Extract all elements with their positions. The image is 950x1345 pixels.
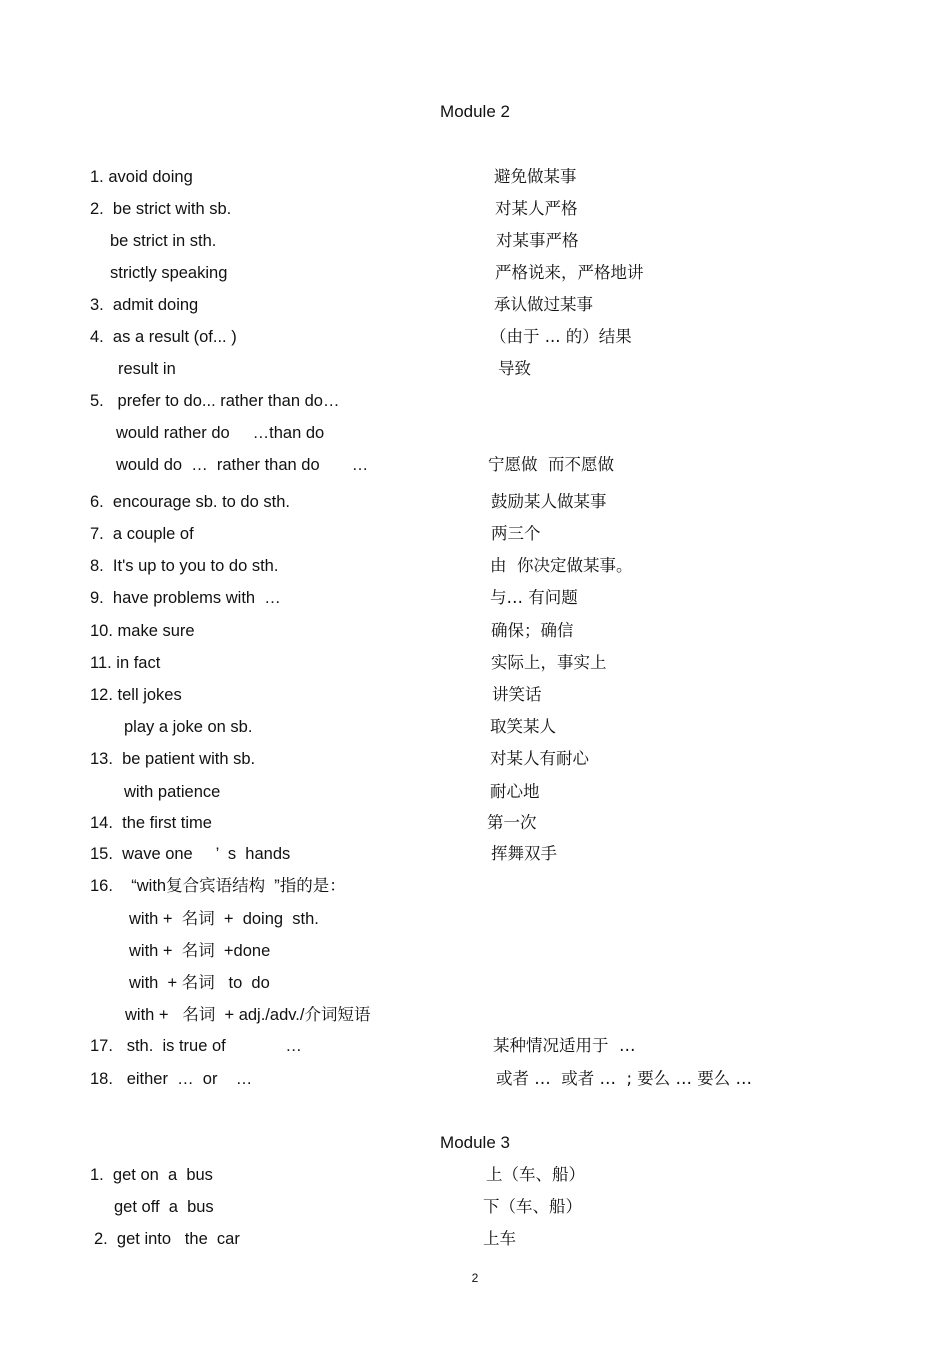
module-2-row — [0, 1004, 950, 1026]
english-phrase: get off a bus — [114, 1198, 214, 1216]
english-phrase: with + 名词 + doing sth. — [129, 910, 319, 928]
english-phrase: with patience — [124, 783, 221, 801]
english-phrase: 17. sth. is true of … — [90, 1037, 302, 1055]
page-number: 2 — [471, 1271, 479, 1285]
english-phrase: 15. wave one ’ s hands — [90, 845, 291, 863]
english-phrase: would do … rather than do … — [116, 456, 369, 474]
module-2-row — [0, 422, 950, 444]
english-phrase: 14. the first time — [90, 814, 212, 832]
module-2-row — [0, 684, 950, 706]
english-phrase: with + 名词 + adj./adv./介词短语 — [125, 1006, 371, 1024]
english-phrase: result in — [118, 360, 176, 378]
module-2-row — [0, 491, 950, 513]
module-2-row — [0, 454, 950, 476]
english-phrase: 2. get into the car — [94, 1230, 240, 1248]
chinese-meaning: 挥舞双手 — [491, 844, 557, 863]
module-2-row — [0, 875, 950, 897]
module-2-row — [0, 716, 950, 738]
chinese-meaning: 取笑某人 — [490, 717, 556, 736]
module-3-row — [0, 1228, 950, 1250]
module-2-row — [0, 230, 950, 252]
module-2-row — [0, 262, 950, 284]
module-2-row — [0, 843, 950, 865]
chinese-meaning: 对某事严格 — [496, 231, 579, 250]
english-phrase: 1. get on a bus — [90, 1166, 213, 1184]
chinese-meaning: 下（车、船） — [483, 1197, 582, 1216]
chinese-meaning: 上车 — [483, 1229, 516, 1248]
english-phrase: 6. encourage sb. to do sth. — [90, 493, 290, 511]
module-3-row — [0, 1164, 950, 1186]
english-phrase: be strict in sth. — [110, 232, 217, 250]
module-3-heading: Module 3 — [440, 1133, 510, 1152]
english-phrase: 11. in fact — [90, 654, 161, 672]
english-phrase: 8. It's up to you to do sth. — [90, 557, 279, 575]
module-2-row — [0, 166, 950, 188]
chinese-meaning: 鼓励某人做某事 — [491, 492, 607, 511]
module-2-row — [0, 358, 950, 380]
chinese-meaning: 严格说来，严格地讲 — [495, 263, 644, 282]
chinese-meaning: 或者 … 或者 … ; 要么 … 要么 … — [496, 1069, 753, 1088]
english-phrase: 18. either … or … — [90, 1070, 253, 1088]
english-phrase: play a joke on sb. — [124, 718, 253, 736]
chinese-meaning: 与… 有问题 — [490, 588, 578, 607]
chinese-meaning: 耐心地 — [490, 782, 540, 801]
english-phrase: 2. be strict with sb. — [90, 200, 232, 218]
chinese-meaning: 导致 — [498, 359, 531, 378]
chinese-meaning: 宁愿做 而不愿做 — [488, 455, 614, 474]
module-2-row — [0, 940, 950, 962]
module-2-row — [0, 781, 950, 803]
module-2-row — [0, 326, 950, 348]
module-2-row — [0, 294, 950, 316]
chinese-meaning: 某种情况适用于 … — [493, 1036, 636, 1055]
module-2-row — [0, 1035, 950, 1057]
module-2-row — [0, 555, 950, 577]
chinese-meaning: 承认做过某事 — [494, 295, 593, 314]
chinese-meaning: 对某人有耐心 — [490, 749, 589, 768]
english-phrase: 7. a couple of — [90, 525, 194, 543]
english-phrase: 9. have problems with … — [90, 589, 281, 607]
module-2-row — [0, 198, 950, 220]
chinese-meaning: 讲笑话 — [492, 685, 542, 704]
english-phrase: with + 名词 +done — [129, 942, 271, 960]
chinese-meaning: 确保；确信 — [491, 621, 574, 640]
module-2-row — [0, 748, 950, 770]
english-phrase: 3. admit doing — [90, 296, 199, 314]
module-3-row — [0, 1196, 950, 1218]
english-phrase: 10. make sure — [90, 622, 195, 640]
module-2-row — [0, 908, 950, 930]
module-2-row — [0, 523, 950, 545]
english-phrase: would rather do …than do — [116, 424, 325, 442]
english-phrase: 1. avoid doing — [90, 168, 193, 186]
english-phrase: 5. prefer to do... rather than do… — [90, 392, 340, 410]
english-phrase: 4. as a result (of... ) — [90, 328, 237, 346]
module-2-row — [0, 587, 950, 609]
module-2-row — [0, 1068, 950, 1090]
module-2-row — [0, 620, 950, 642]
chinese-meaning: 避免做某事 — [494, 167, 577, 186]
chinese-meaning: 由 你决定做某事。 — [490, 556, 633, 575]
module-2-row — [0, 812, 950, 834]
english-phrase: 16. “with复合宾语结构 ”指的是： — [90, 877, 346, 895]
english-phrase: strictly speaking — [110, 264, 228, 282]
english-phrase: 13. be patient with sb. — [90, 750, 256, 768]
module-2-heading: Module 2 — [440, 102, 510, 121]
english-phrase: 12. tell jokes — [90, 686, 182, 704]
chinese-meaning: 对某人严格 — [495, 199, 578, 218]
chinese-meaning: 第一次 — [487, 813, 537, 832]
chinese-meaning: 上（车、船） — [486, 1165, 585, 1184]
module-2-row — [0, 652, 950, 674]
module-2-row — [0, 972, 950, 994]
module-2-row — [0, 390, 950, 412]
chinese-meaning: 实际上，事实上 — [491, 653, 607, 672]
chinese-meaning: （由于 ... 的）结果 — [490, 327, 632, 346]
english-phrase: with + 名词 to do — [129, 974, 270, 992]
chinese-meaning: 两三个 — [491, 524, 541, 543]
